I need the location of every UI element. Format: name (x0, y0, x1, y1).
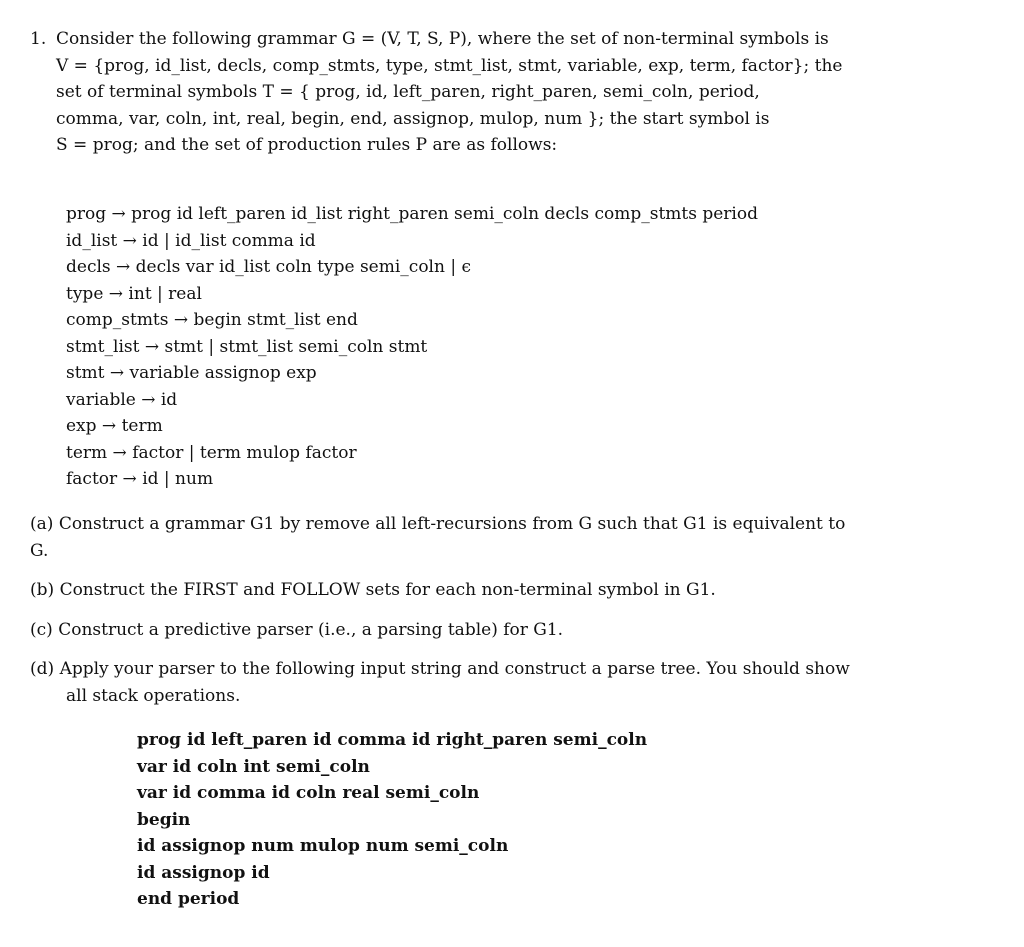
part-text: Construct a predictive parser (i.e., a parsing table) for G1. (58, 619, 564, 640)
question-intro (30, 26, 860, 159)
part-label: (c) (30, 619, 53, 640)
production-rule: exp → term (66, 416, 163, 436)
intro-line: comma, var, coln, int, real, begin, end, assignop, mulop, num }; the start symbol is (56, 108, 770, 129)
part-label: (d) (30, 659, 55, 679)
production-rule: id_list → id | id_list comma id (66, 230, 316, 251)
part-c (30, 617, 860, 644)
part-text-continued: all stack operations. (66, 685, 241, 706)
production-rule: stmt_list → stmt | stmt_list semi_coln stmt (66, 336, 428, 357)
production-rule: term → factor | term mulop factor (66, 442, 357, 463)
intro-line: V = {prog, id_list, decls, comp_stmts, type, stmt_list, stmt, variable, exp, term, factor}; the (56, 55, 843, 76)
production-rules (66, 201, 758, 493)
part-label: (a) (30, 514, 54, 534)
part-text: Construct a grammar G1 by remove all left-recursions from G such that G1 is equivalent to G. (30, 514, 846, 561)
input-line: begin (137, 809, 191, 830)
production-rule: type → int | real (66, 283, 202, 304)
production-rule: prog → prog id left_paren id_list right_paren semi_coln decls comp_stmts period (66, 204, 758, 224)
part-text: Construct the FIRST and FOLLOW sets for each non-terminal symbol in G1. (59, 580, 716, 600)
production-rule: variable → id (66, 389, 178, 410)
input-line: end period (137, 889, 240, 909)
input-string (137, 727, 647, 913)
question-parts (30, 511, 860, 722)
input-line: id assignop num mulop num semi_coln (137, 836, 509, 856)
intro-line: S = prog; and the set of production rules P are as follows: (56, 135, 558, 155)
production-rule: factor → id | num (66, 469, 214, 489)
part-text: Apply your parser to the following input string and construct a parse tree. You should show (59, 659, 850, 679)
part-a (30, 511, 860, 564)
production-rule: comp_stmts → begin stmt_list end (66, 310, 358, 330)
production-rule: stmt → variable assignop exp (66, 363, 317, 383)
input-line: id assignop id (137, 862, 270, 883)
part-label: (b) (30, 580, 55, 600)
production-rule: decls → decls var id_list coln type semi_coln | ϵ (66, 257, 471, 277)
question-number: 1. (30, 29, 47, 49)
input-line: prog id left_paren id comma id right_paren semi_coln (137, 730, 648, 750)
input-line: var id coln int semi_coln (137, 756, 370, 777)
part-d (30, 656, 860, 709)
input-line: var id comma id coln real semi_coln (137, 783, 480, 803)
part-b (30, 577, 860, 604)
intro-line: Consider the following grammar G = (V, T, S, P), where the set of non-terminal symbols is (56, 29, 829, 49)
intro-line: set of terminal symbols T = { prog, id, left_paren, right_paren, semi_coln, period, (56, 82, 760, 102)
